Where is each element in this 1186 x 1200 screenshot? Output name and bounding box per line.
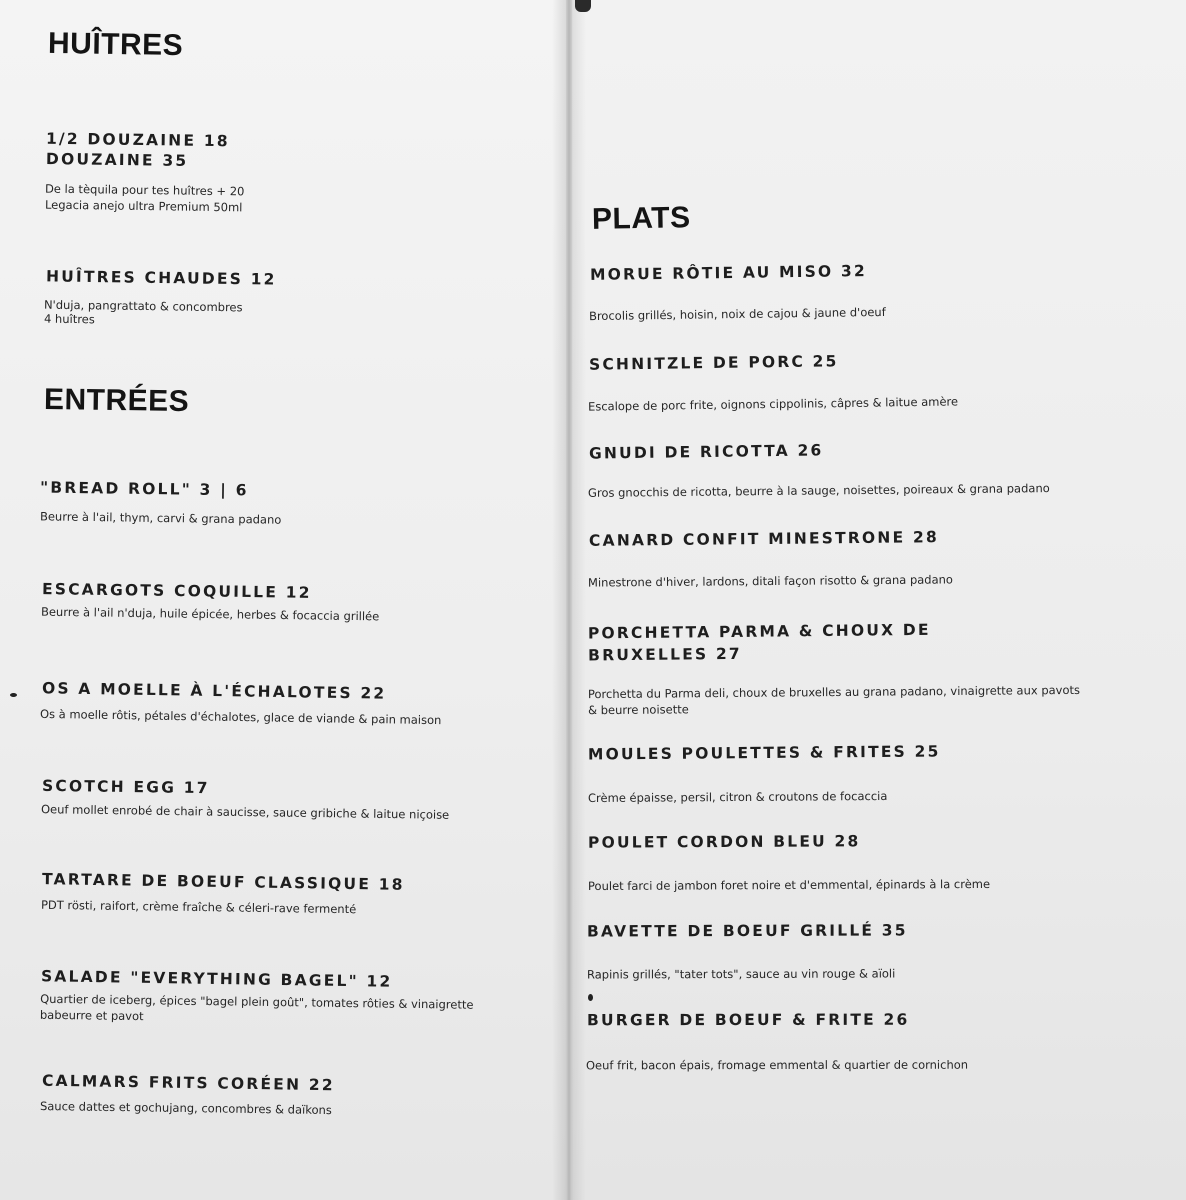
menu-item-bavette: BAVETTE DE BOEUF GRILLÉ 35: [586, 921, 908, 941]
section-title-entrees: ENTRÉES: [43, 382, 190, 419]
menu-desc-scotch-egg: Oeuf mollet enrobé de chair à saucisse, sauce gribiche & laitue niçoise: [40, 802, 450, 822]
menu-desc-porchetta: Porchetta du Parma deli, choux de bruxelles au grana padano, vinaigrette aux pavots & beurre noisette: [587, 682, 1081, 718]
section-title-huitres: HUÎTRES: [47, 26, 184, 63]
menu-item-douzaine: DOUZAINE 35: [45, 150, 189, 170]
menu-item-os-a-moelle: OS A MOELLE À L'ÉCHALOTES 22: [41, 679, 387, 703]
menu-item-moules: MOULES POULETTES & FRITES 25: [587, 742, 941, 764]
menu-item-calmars: CALMARS FRITS CORÉEN 22: [41, 1071, 335, 1095]
menu-desc-burger: Oeuf frit, bacon épais, fromage emmental & quartier de cornichon: [585, 1057, 969, 1073]
menu-desc-canard: Minestrone d'hiver, lardons, ditali façon risotto & grana padano: [587, 572, 953, 590]
huitres-chaudes-desc-2: 4 huîtres: [43, 311, 95, 327]
menu-item-escargots: ESCARGOTS COQUILLE 12: [41, 580, 312, 602]
menu-item-bread-roll: "BREAD ROLL" 3 | 6: [39, 478, 249, 500]
menu-desc-poulet: Poulet farci de jambon foret noire et d'emmental, épinards à la crème: [587, 876, 991, 894]
menu-desc-escargots: Beurre à l'ail n'duja, huile épicée, herbes & focaccia grillée: [40, 604, 380, 624]
menu-item-gnudi: GNUDI DE RICOTTA 26: [588, 441, 824, 463]
menu-desc-bavette: Rapinis grillés, "tater tots", sauce au vin rouge & aïoli: [586, 966, 896, 982]
menu-item-poulet: POULET CORDON BLEU 28: [587, 832, 861, 852]
tequila-line-2: Legacia anejo ultra Premium 50ml: [44, 197, 243, 215]
huitres-chaudes-desc-1: N'duja, pangrattato & concombres: [43, 297, 243, 315]
menu-desc-moules: Crème épaisse, persil, citron & croutons de focaccia: [587, 788, 888, 806]
menu-item-huitres-chaudes: HUÎTRES CHAUDES 12: [45, 267, 277, 289]
menu-desc-calmars: Sauce dattes et gochujang, concombres & daïkons: [39, 1098, 332, 1118]
menu-desc-os-a-moelle: Os à moelle rôtis, pétales d'échalotes, glace de viande & pain maison: [39, 706, 442, 728]
menu-desc-morue: Brocolis grillés, hoisin, noix de cajou & jaune d'oeuf: [588, 304, 886, 324]
menu-desc-salade-bagel: Quartier de iceberg, épices "bagel plein goût", tomates rôties & vinaigrette babeurre et pavot: [39, 991, 474, 1024]
menu-item-burger: BURGER DE BOEUF & FRITE 26: [586, 1010, 910, 1030]
menu-item-salade-bagel: SALADE "EVERYTHING BAGEL" 12: [40, 967, 393, 991]
menu-item-porchetta: PORCHETTA PARMA & CHOUX DE BRUXELLES 27: [587, 620, 931, 665]
menu-desc-bread-roll: Beurre à l'ail, thym, carvi & grana padano: [39, 509, 282, 527]
menu-item-tartare: TARTARE DE BOEUF CLASSIQUE 18: [41, 870, 405, 894]
menu-item-demi-douzaine: 1/2 DOUZAINE 18: [45, 129, 230, 151]
menu-item-schnitzle: SCHNITZLE DE PORC 25: [588, 352, 839, 374]
tequila-line-1: De la tèquila pour tes huîtres + 20: [44, 181, 245, 199]
book-gutter: [552, 0, 586, 1200]
page-speck: [10, 693, 17, 697]
menu-desc-tartare: PDT rösti, raifort, crème fraîche & céleri-rave fermenté: [40, 897, 357, 917]
menu-item-scotch-egg: SCOTCH EGG 17: [41, 776, 210, 798]
menu-desc-schnitzle: Escalope de porc frite, oignons cippolinis, câpres & laitue amère: [587, 394, 959, 414]
section-title-plats: PLATS: [591, 201, 691, 236]
menu-item-morue: MORUE RÔTIE AU MISO 32: [589, 262, 868, 284]
page-speck: [588, 994, 593, 1001]
binding-tab: [575, 0, 591, 12]
menu-item-canard: CANARD CONFIT MINESTRONE 28: [588, 528, 940, 550]
menu-desc-gnudi: Gros gnocchis de ricotta, beurre à la sauge, noisettes, poireaux & grana padano: [587, 481, 1050, 500]
